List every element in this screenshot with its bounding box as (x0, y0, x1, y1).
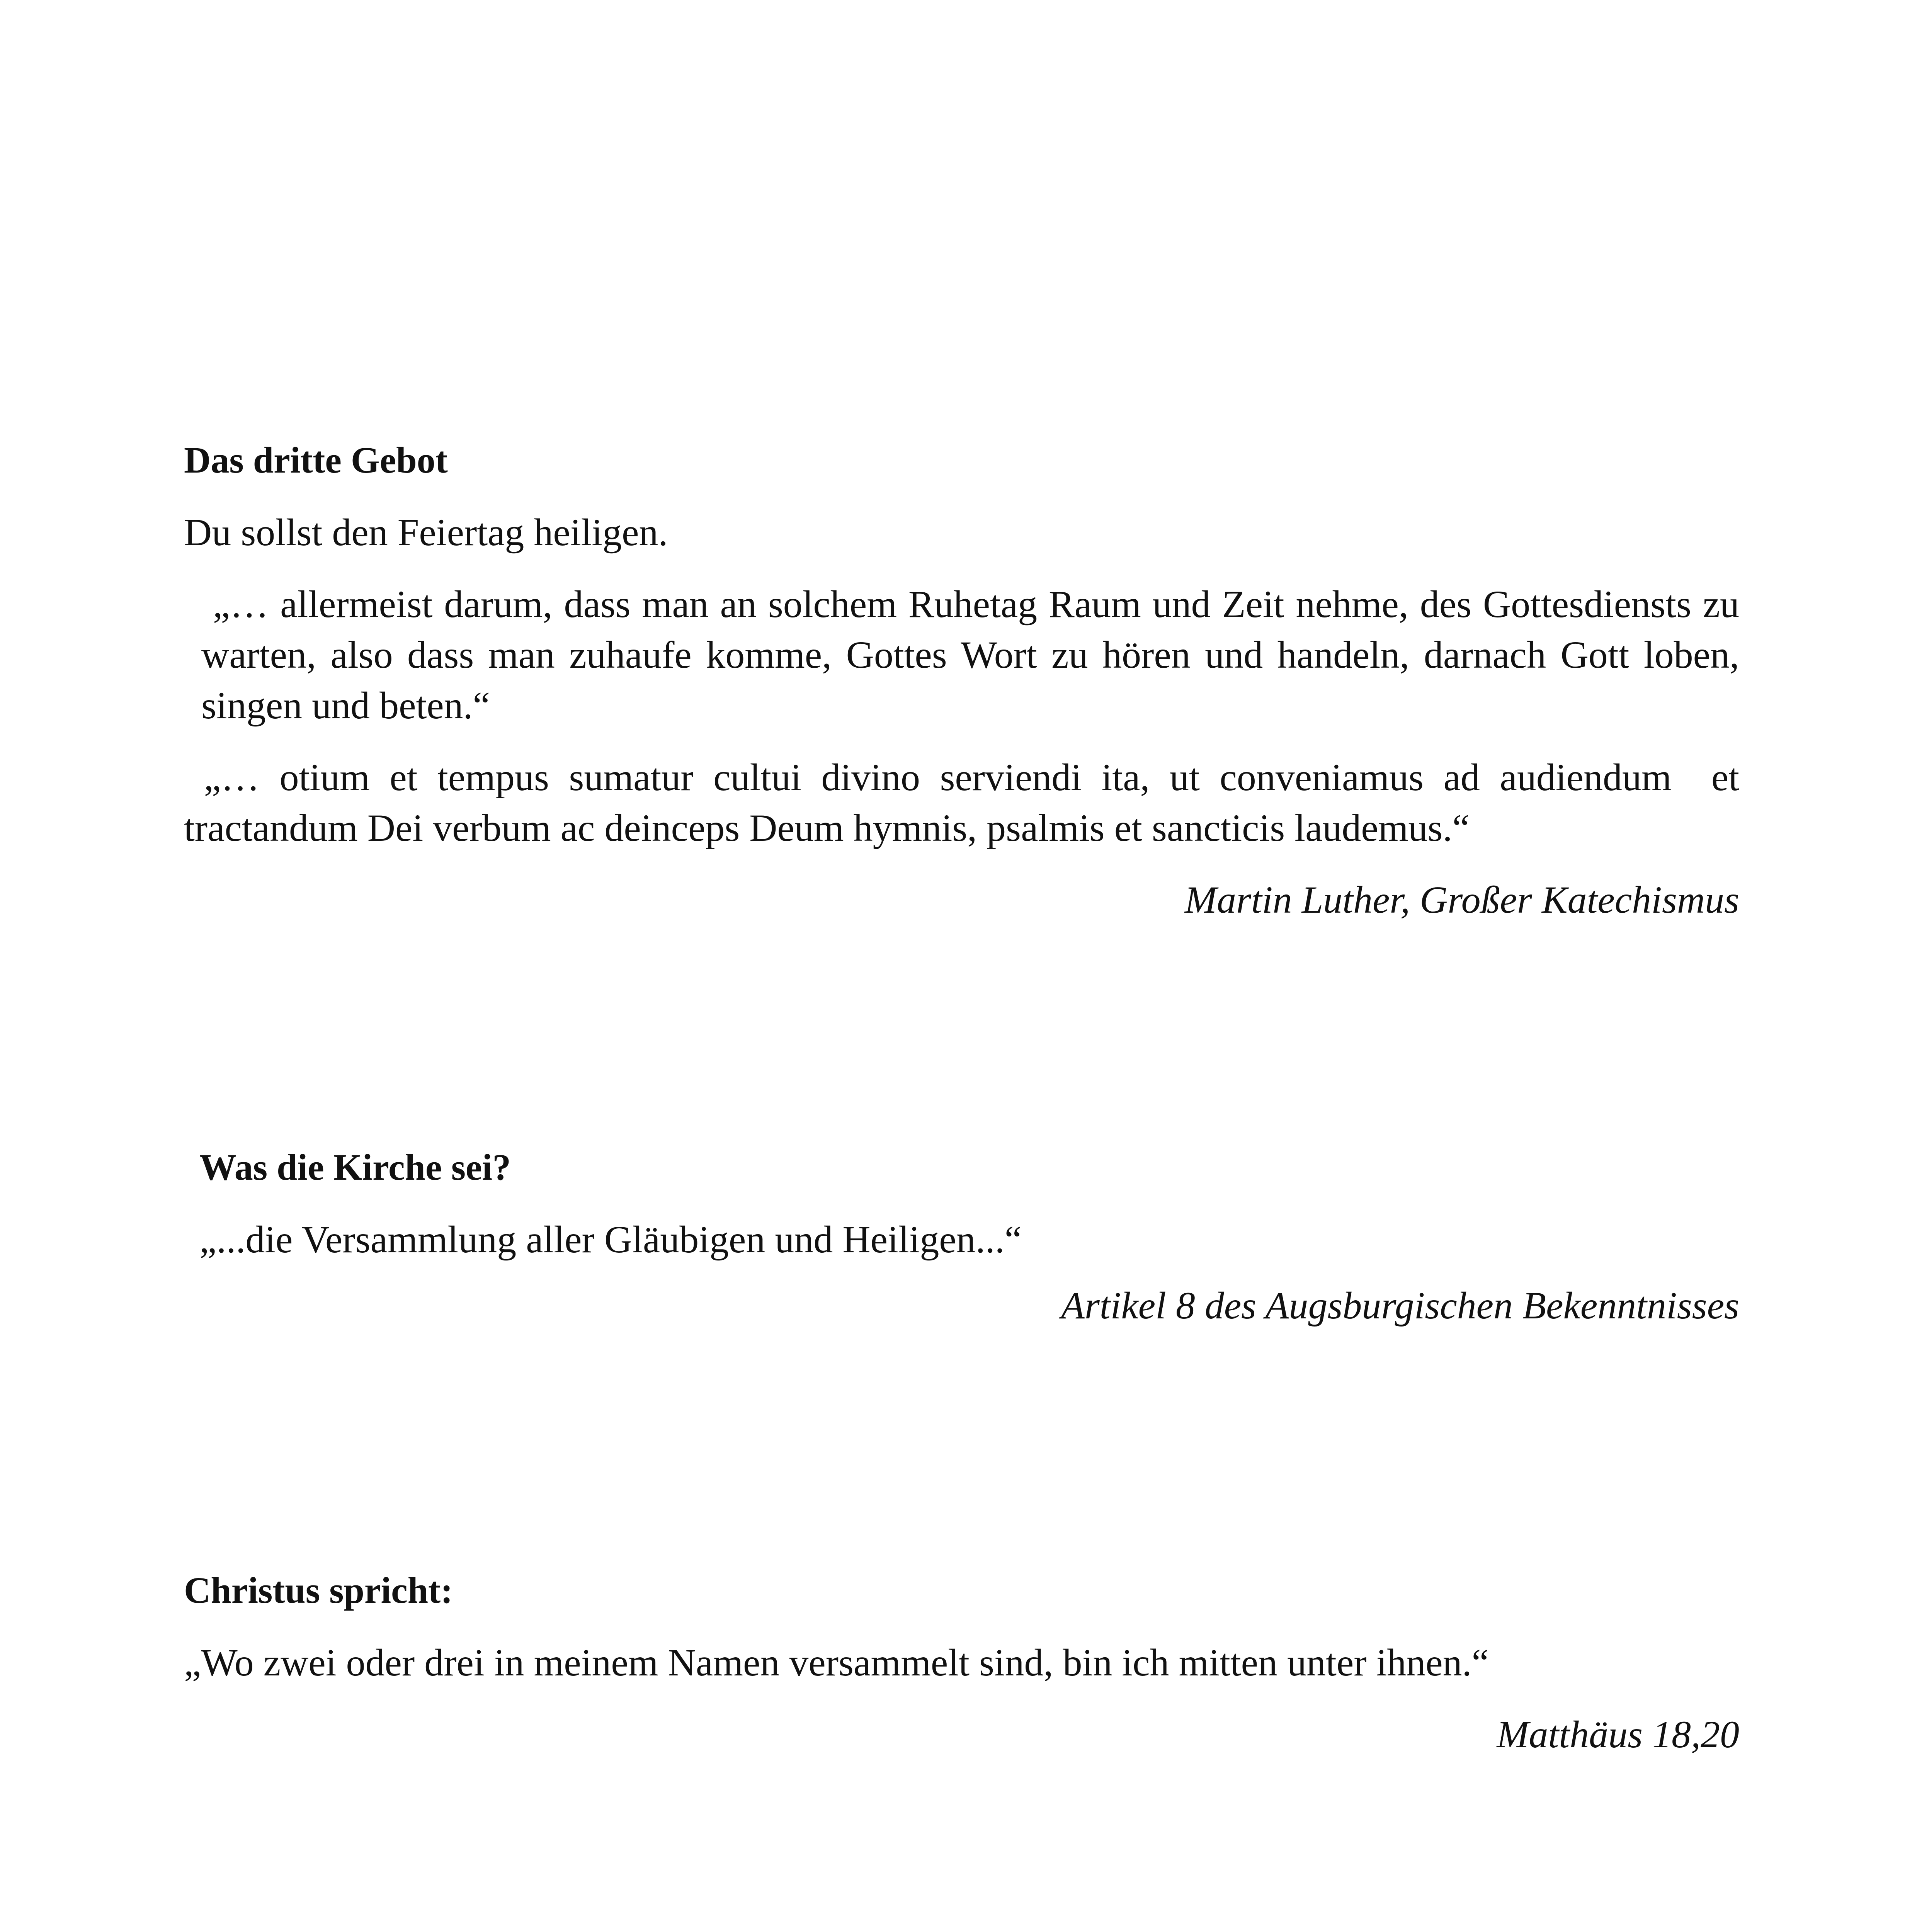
quote-text: „...die Versammlung aller Gläubigen und Heiligen...“ (199, 1218, 1022, 1261)
quote-latin: „… otium et tempus sumatur cultui divino serviendi ita, ut conveniamus ad audiendum et tractandum Dei verbum ac deinceps Deum hymnis, psalmis et sancticis laudemus.“ (184, 756, 1749, 849)
quote-source: Matthäus 18,20 (1497, 1713, 1739, 1756)
section-church (199, 1142, 1739, 1331)
quote-german: „… allermeist darum, dass man an solchem Ruhetag Raum und Zeit nehme, des Gottesdiensts zu warten, also dass man zuhaufe komme, Gottes Wort zu hören und handeln, darnach Gott loben, singen und beten.“ (201, 583, 1749, 727)
quote-source: Martin Luther, Großer Katechismus (1184, 878, 1739, 921)
section-third-commandment (184, 435, 1749, 925)
section-heading: Das dritte Gebot (184, 439, 448, 481)
quote-text: „Wo zwei oder drei in meinem Namen versammelt sind, bin ich mitten unter ihnen.“ (184, 1641, 1489, 1684)
section-heading: Was die Kirche sei? (199, 1146, 511, 1188)
commandment-text: Du sollst den Feiertag heiligen. (184, 511, 668, 554)
section-heading: Christus spricht: (184, 1570, 453, 1611)
quote-source: Artikel 8 des Augsburgischen Bekenntnisses (1061, 1284, 1739, 1327)
section-christ-speaks (184, 1565, 1739, 1760)
